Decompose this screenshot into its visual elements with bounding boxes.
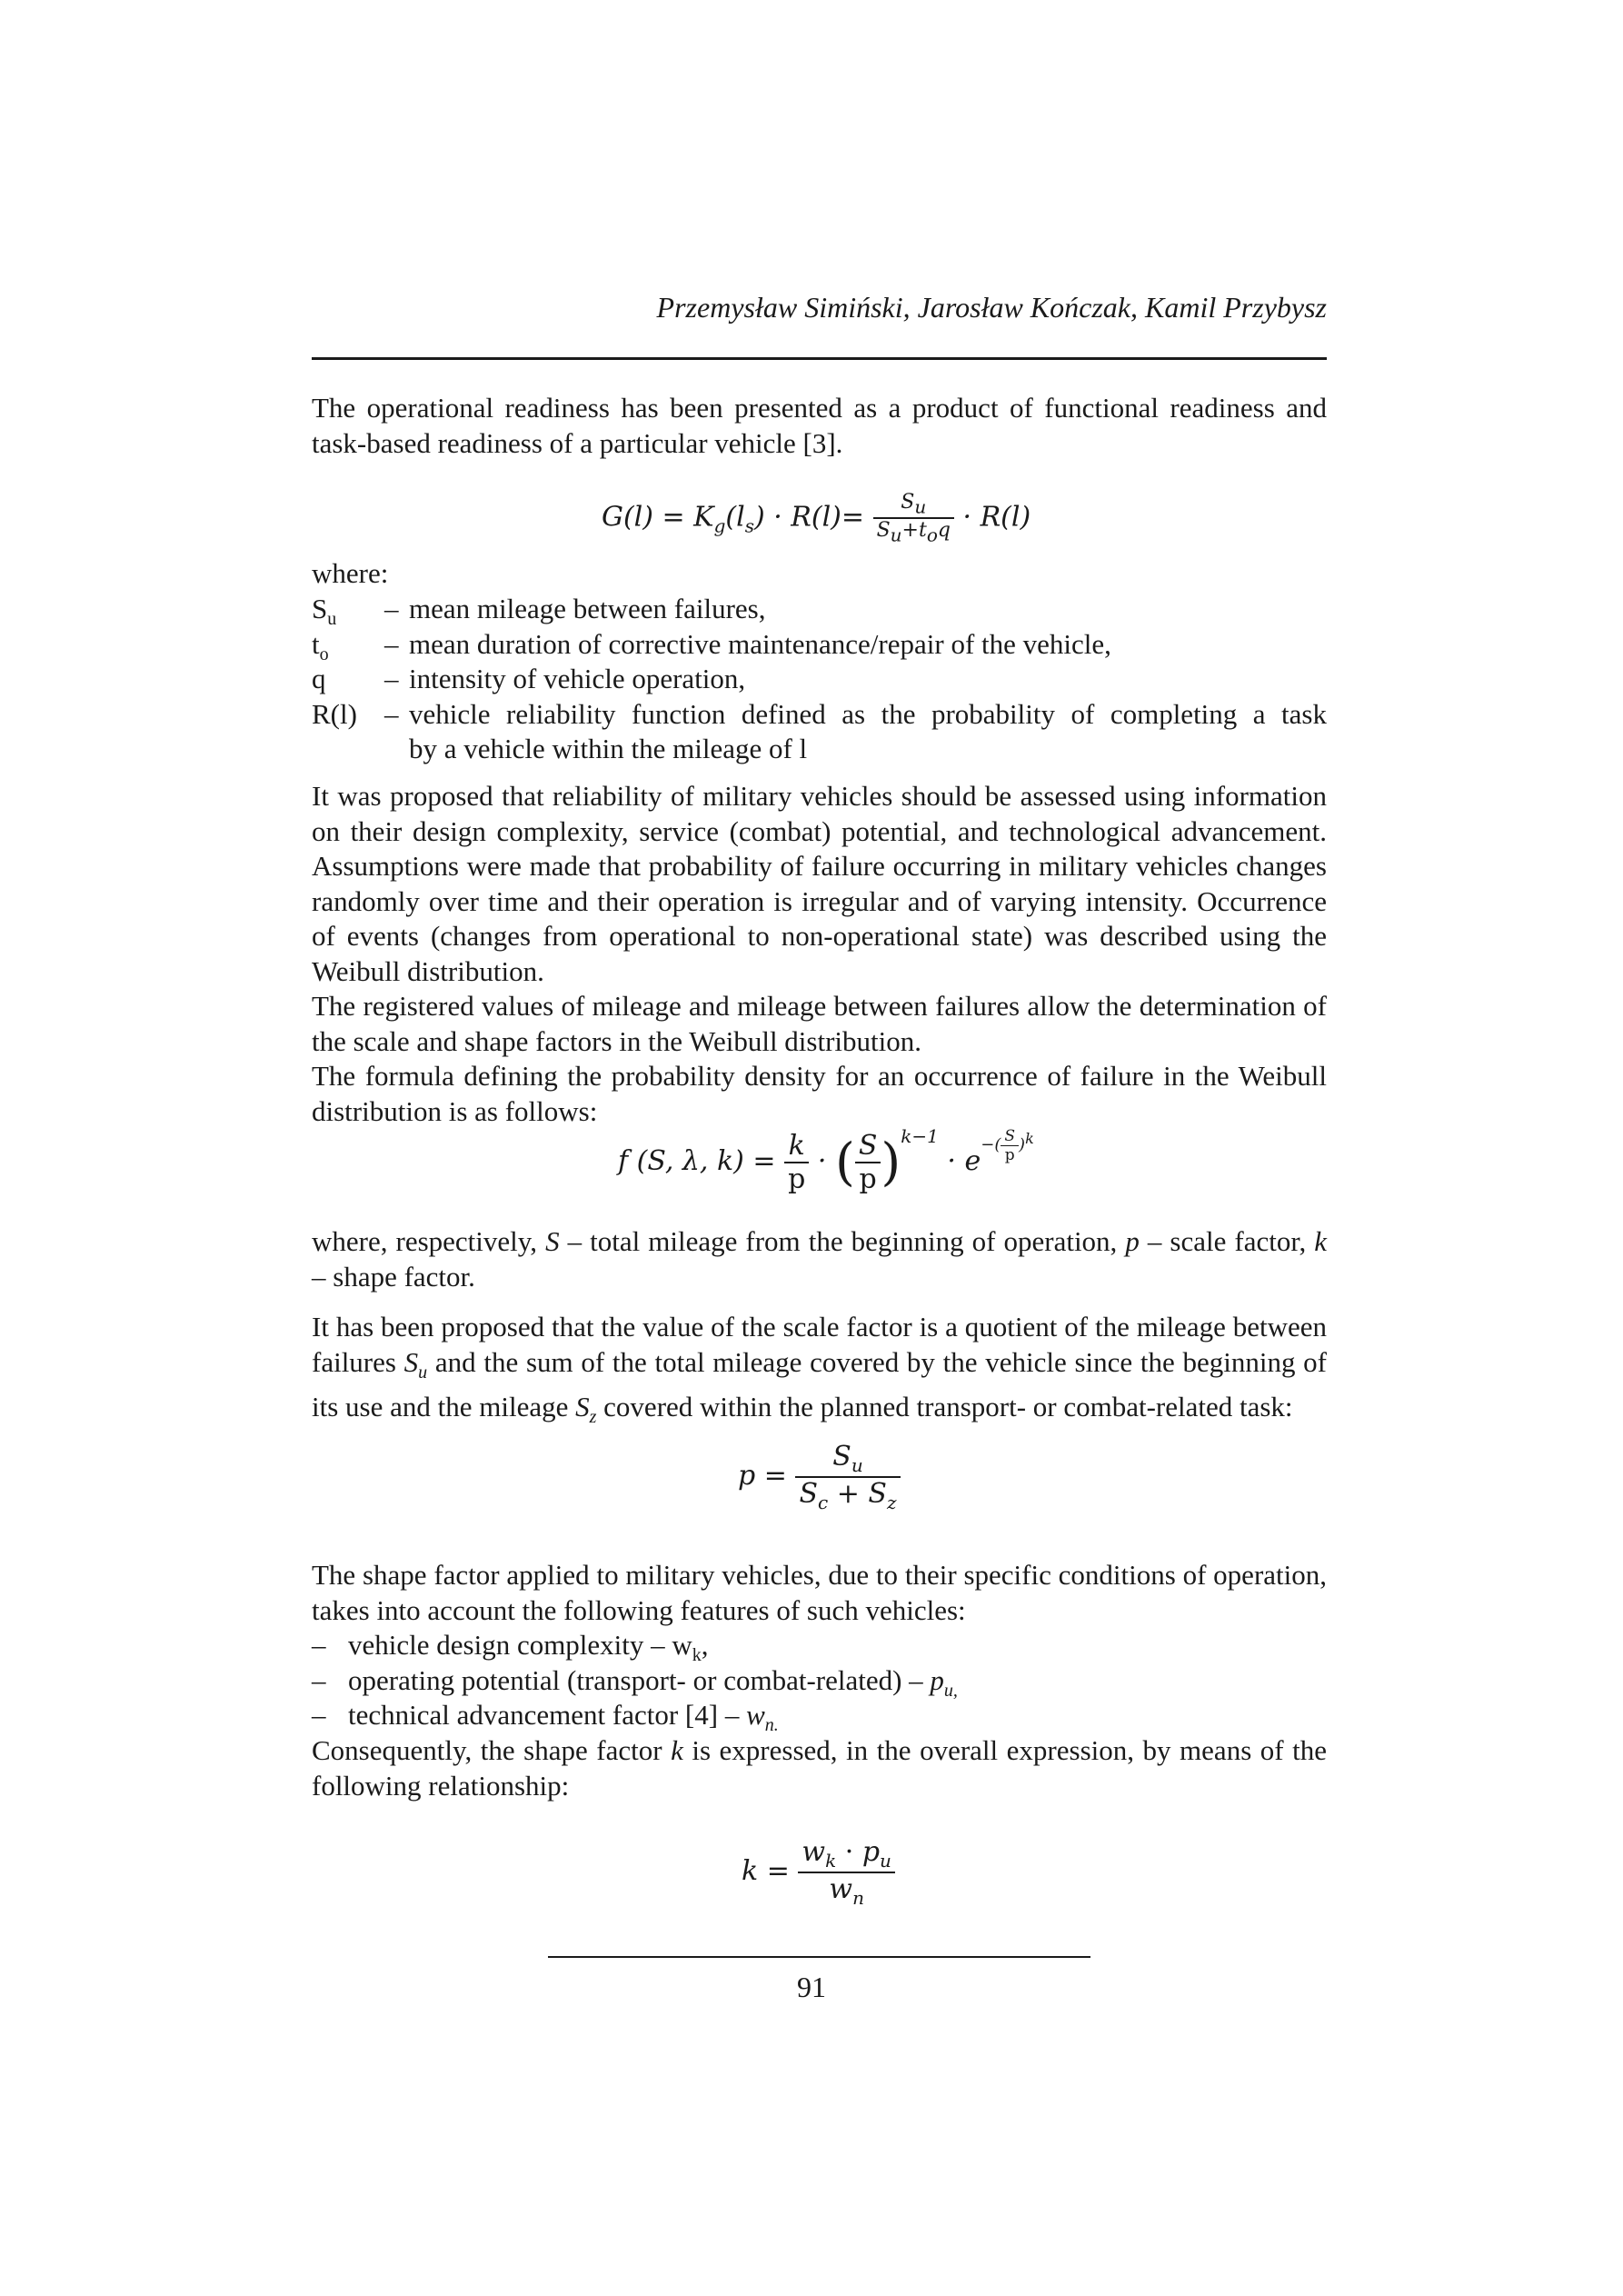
eq3-num-sub: u <box>851 1454 863 1476</box>
text-sub: k <box>692 1645 702 1666</box>
eq3-den-s1: S <box>799 1478 818 1510</box>
symbol-sz-sub: z <box>589 1407 597 1428</box>
text-run: , <box>701 1629 709 1661</box>
eq2-paren-open: ( <box>834 1133 855 1193</box>
eq4-den-sub: n <box>852 1887 864 1909</box>
eq1-den-rest-sub: o <box>926 524 938 546</box>
eq4-p: p <box>861 1836 881 1868</box>
equation-operational-readiness <box>602 491 1031 546</box>
eq1-den-rest: +t <box>901 519 927 543</box>
eq1-den-sub: u <box>890 524 902 546</box>
paragraph-scale-factor <box>312 1310 1327 1435</box>
paragraph-intro <box>312 391 1327 461</box>
equation-scale-factor <box>738 1441 901 1513</box>
eq4-denominator <box>798 1872 895 1909</box>
text-run: covered within the planned transport- or combat-related task: <box>596 1391 1293 1423</box>
paragraph-text: The formula defining the probability density for an occurrence of failure in the Weibull distribution is as follows: <box>312 1060 1327 1127</box>
eq2-exp1: k−1 <box>901 1125 939 1147</box>
symbol-su-sub: u <box>418 1362 428 1383</box>
symbol-sz: S <box>575 1391 590 1423</box>
eq1-arg: (l <box>725 501 745 534</box>
definition-item <box>312 697 1327 733</box>
paragraph-text <box>312 1224 1327 1294</box>
definition-item-continuation <box>312 732 1327 767</box>
list-dash: – <box>312 1699 326 1731</box>
text-run: and the sum of the total mileage covered by the vehicle since the beginning of its use and the mileage <box>312 1345 1327 1423</box>
text-run: where, respectively, <box>312 1225 546 1257</box>
footer-rule <box>548 1956 1090 1958</box>
eq4-dot: · <box>836 1836 862 1868</box>
text-run: technical advancement factor [4] – <box>348 1699 747 1731</box>
eq4-p-sub: u <box>880 1850 891 1872</box>
eq2-k: k <box>788 1130 805 1162</box>
symbol-su: S <box>403 1345 419 1378</box>
paragraph-text <box>312 1733 1327 1803</box>
feature-list <box>312 1628 1327 1736</box>
eq1-arg-sub: s <box>744 514 754 537</box>
eq2-exp-fraction <box>1001 1127 1019 1164</box>
header-rule <box>312 357 1327 360</box>
eq2-exp-k: k <box>1025 1130 1034 1147</box>
definition-text: intensity of vehicle operation, <box>409 663 746 694</box>
eq2-e: e <box>964 1145 981 1177</box>
eq1-rhs: · R(l) <box>962 501 1031 534</box>
symbol-s: S <box>545 1225 560 1257</box>
definition-text: mean duration of corrective maintenance/repair of the vehicle, <box>409 627 1111 660</box>
eq1-den-s: S <box>876 519 891 543</box>
definition-symbol <box>312 662 326 697</box>
definition-text: mean mileage between failures, <box>409 593 766 624</box>
text-sub: u, <box>943 1680 958 1701</box>
eq3-den-s2: S <box>868 1478 887 1510</box>
eq2-s: S <box>858 1130 878 1162</box>
text-run: It has been proposed that the value of the scale factor is a quotient of the mileage between failures <box>312 1311 1327 1378</box>
text-run: Consequently, the shape factor <box>312 1734 672 1766</box>
definition-symbol <box>312 697 357 733</box>
eq4-w-sub: k <box>825 1850 837 1872</box>
paragraph-text: The operational readiness has been presented as a product of functional readiness and task-based readiness of a particular vehicle [3]. <box>312 392 1327 459</box>
definition-list <box>312 592 1327 767</box>
eq3-numerator <box>795 1441 900 1476</box>
eq4-numerator <box>798 1836 895 1872</box>
sym-text: R(l) <box>312 697 357 730</box>
sym-text: t <box>312 627 320 660</box>
list-item <box>312 1698 1327 1736</box>
eq1-den-q: q <box>937 519 951 543</box>
eq3-den-sub2: z <box>886 1492 897 1513</box>
paragraph-consequently <box>312 1733 1327 1803</box>
eq3-num-s: S <box>832 1441 851 1472</box>
eq1-num-sub: u <box>914 495 927 518</box>
text-run: – total mileage from the beginning of operation, <box>559 1225 1126 1257</box>
text-run: is expressed, in the overall expression, by means of the following relationship: <box>312 1734 1327 1802</box>
eq1-num-s: S <box>901 491 915 514</box>
where-label: where: <box>312 557 389 589</box>
eq2-exp-minus: − <box>981 1135 995 1154</box>
eq1-mid: ) · R(l)= <box>753 501 865 534</box>
running-header: Przemysław Simiński, Jarosław Kończak, Kamil Przybysz <box>656 291 1327 324</box>
sym-text: q <box>312 663 326 694</box>
eq3-plus: + <box>828 1478 869 1510</box>
equation-weibull-density <box>618 1125 1034 1195</box>
text-run: – shape factor. <box>312 1260 475 1293</box>
list-dash: – <box>312 1629 326 1661</box>
definition-text-continued: by a vehicle within the mileage of l <box>409 733 808 764</box>
eq3-denominator <box>795 1476 900 1513</box>
list-item <box>312 1663 1327 1699</box>
eq2-p: p <box>784 1162 809 1195</box>
eq1-numerator <box>873 491 954 517</box>
text-run: vehicle design complexity – w <box>348 1629 692 1661</box>
page-number: 91 <box>797 1971 826 2003</box>
symbol-k: k <box>671 1734 683 1766</box>
sym-sub: o <box>319 644 329 664</box>
eq2-exp-p: p <box>1001 1145 1019 1164</box>
paragraph-text: It was proposed that reliability of military vehicles should be assessed using information on their design complexity, service (combat) potential, and technological advancement. Assumptions were made that probability of failure occurring in military vehicles changes randomly over time and their operation is irregular and of varying intensity. Occurrence of events (changes from operational to non-operational state) was described using the Weibull distribution. <box>312 780 1327 987</box>
eq1-lhs: G(l) = K <box>602 501 714 534</box>
paragraph-reliability <box>312 779 1327 1129</box>
eq1-lhs-sub: g <box>713 514 726 537</box>
eq1-fraction <box>873 491 954 546</box>
symbol-p: p <box>1125 1225 1140 1257</box>
eq4-w: w <box>802 1836 826 1868</box>
definition-dash: – <box>384 663 399 694</box>
definition-item <box>312 627 1327 663</box>
list-dash: – <box>312 1663 326 1696</box>
text-run: – scale factor, <box>1139 1225 1315 1257</box>
definition-dash: – <box>384 593 399 624</box>
definition-text: vehicle reliability function defined as the probability of completing a task <box>409 697 1327 730</box>
eq4-den-w: w <box>829 1873 853 1905</box>
eq3-den-sub1: c <box>818 1492 829 1513</box>
eq2-lhs: f (S, λ, k) = <box>618 1145 776 1177</box>
eq2-exp-s: S <box>1004 1126 1016 1145</box>
definition-dash: – <box>384 697 399 730</box>
text-italic: w <box>746 1699 765 1731</box>
paragraph-text: The registered values of mileage and mileage between failures allow the determination of the scale and shape factors in the Weibull distribution. <box>312 990 1327 1057</box>
sym-text: S <box>312 593 328 624</box>
eq2-dot2: · <box>947 1145 956 1177</box>
text-run: operating potential (transport- or combat-related) – <box>348 1663 931 1696</box>
paragraph-text: The shape factor applied to military vehicles, due to their specific conditions of operation, takes into account the following features of such vehicles: <box>312 1559 1327 1626</box>
text-sub: n. <box>764 1715 779 1736</box>
eq2-fraction-k-over-p <box>784 1130 809 1195</box>
text-italic: p <box>930 1663 944 1696</box>
eq3-fraction <box>795 1441 900 1513</box>
eq4-fraction <box>798 1836 895 1909</box>
eq3-lhs: p = <box>738 1460 787 1492</box>
paragraph-text <box>312 1310 1327 1435</box>
eq2-fraction-s-over-p <box>855 1130 881 1195</box>
list-item <box>312 1628 1327 1666</box>
eq2-exponent: −( S p )k <box>981 1126 1034 1164</box>
sym-sub: u <box>327 609 337 630</box>
eq2-paren-close: ) <box>881 1133 901 1193</box>
equation-shape-factor <box>742 1836 895 1909</box>
definition-item <box>312 592 1327 630</box>
definition-dash: – <box>384 627 399 660</box>
eq1-denominator <box>873 517 954 545</box>
paragraph-where-respectively <box>312 1224 1327 1294</box>
definition-item <box>312 662 1327 697</box>
eq2-dot: · <box>817 1145 827 1177</box>
paragraph-shape-factor <box>312 1558 1327 1628</box>
eq2-p2: p <box>855 1162 881 1195</box>
symbol-k: k <box>1314 1225 1327 1257</box>
eq4-lhs: k = <box>742 1855 790 1887</box>
